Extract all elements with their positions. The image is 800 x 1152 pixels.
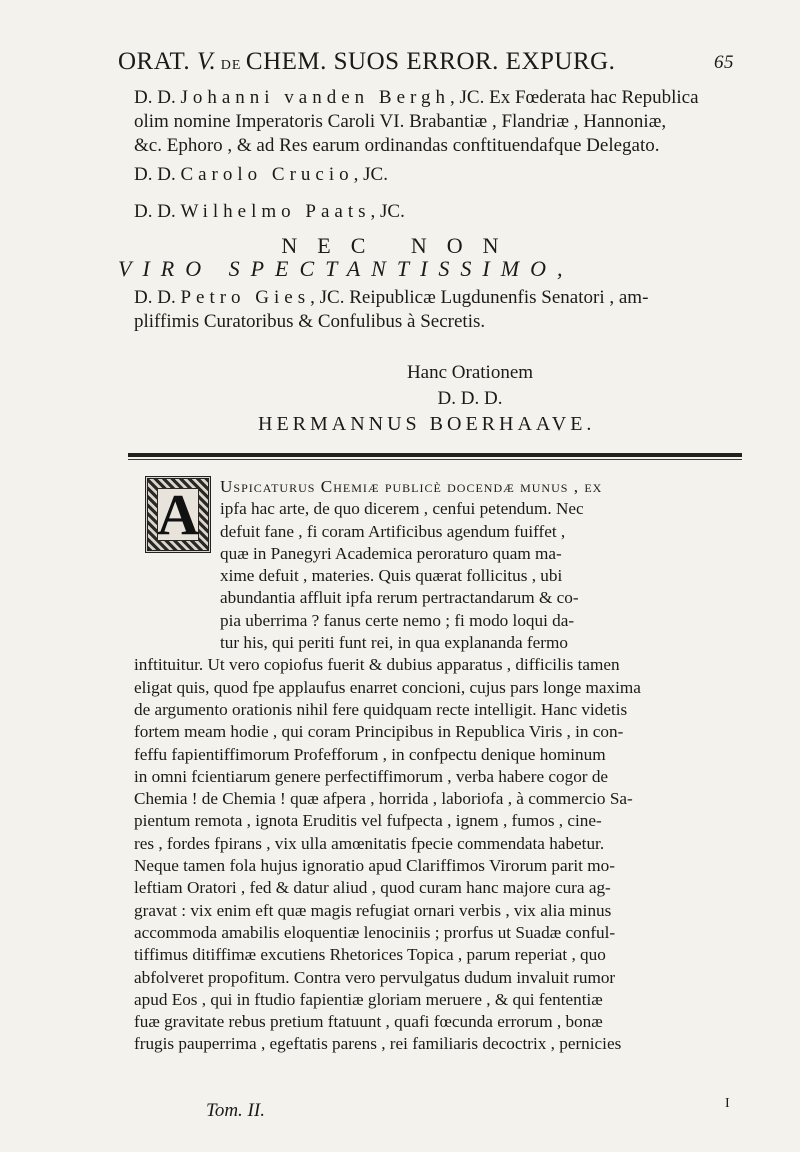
text-line: accommoda amabilis eloquentiæ lenociniis ; prorfus ut Suadæ conful- bbox=[134, 922, 616, 942]
gies-title: , JC. Reipublicæ Lugdunenfis Senatori , am- bbox=[310, 287, 649, 308]
running-head bbox=[118, 48, 734, 82]
signature-mark: I bbox=[725, 1096, 730, 1111]
text-line: xime defuit , materies. Quis quærat follicitus , ubi bbox=[220, 566, 563, 586]
text-line: eligat quis, quod fpe applaufus enarret concioni, cujus pars longe maxima bbox=[134, 677, 641, 697]
crucio-title: , JC. bbox=[353, 164, 388, 185]
page-number: 65 bbox=[714, 52, 734, 73]
text-line: gravat : vix enim eft quæ magis refugiat ornari verbis , vix alia minus bbox=[134, 900, 612, 920]
dd-prefix: D. D. bbox=[134, 287, 181, 308]
running-head-orat: ORAT. bbox=[118, 48, 197, 75]
text-line: de argumento orationis nihil fere quidquam recte intelligit. Hanc videtis bbox=[134, 699, 628, 719]
text-line: frugis pauperrima , egeftatis parens , rei familiaris decoctrix , pernicies bbox=[134, 1034, 622, 1054]
text-line: pientum remota , ignota Eruditis vel fufpecta , ignem , fumos , cine- bbox=[134, 811, 602, 831]
dedication-crucio bbox=[134, 163, 734, 187]
running-head-v: V. bbox=[196, 48, 217, 75]
text-line: leftiam Oratori , fed & datur aliud , quod curam hanc majore cura ag- bbox=[134, 878, 611, 898]
text-line: Chemia ! de Chemia ! quæ afpera , horrida , laboriofa , à commercio Sa- bbox=[134, 789, 633, 809]
text-line bbox=[220, 476, 742, 498]
running-head-de: DE bbox=[216, 58, 246, 73]
name-crucio: Carolo Crucio bbox=[180, 164, 354, 185]
hanc-line-2: D. D. D. bbox=[437, 388, 503, 409]
text-line: apud Eos , qui in ftudio fapientiæ gloriam meruere , & qui fententiæ bbox=[134, 989, 603, 1009]
bergh-title: , JC. Ex Fœderata hac Republica bbox=[450, 87, 699, 108]
ornamental-rule-thin bbox=[128, 459, 742, 460]
paats-title: , JC. bbox=[370, 201, 405, 222]
text-line: res , fordes fpirans , vix ulla amœnitatis fpecie commendata habetur. bbox=[134, 833, 605, 853]
dd-prefix: D. D. bbox=[134, 87, 181, 108]
text-line: inftituitur. Ut vero copiofus fuerit & dubius apparatus , difficilis tamen bbox=[134, 655, 620, 675]
dd-prefix: D. D. bbox=[134, 164, 181, 185]
dd-prefix: D. D. bbox=[134, 201, 181, 222]
decorated-initial bbox=[145, 476, 211, 553]
text-line: abfolveret propofitum. Contra vero pervulgatus dudum invaluit rumor bbox=[134, 967, 616, 987]
text-line: tiffimus ditiffimæ excutiens Rhetorices Topica , parum reperiat , quo bbox=[134, 945, 606, 965]
text-line: pia uberrima ? fanus certe nemo ; fi modo loqui da- bbox=[220, 610, 575, 630]
running-head-rest: CHEM. SUOS ERROR. EXPURG. bbox=[245, 48, 616, 75]
viro-spectantissimo: VIRO SPECTANTISSIMO, bbox=[118, 256, 574, 281]
text-line: fortem meam hodie , qui coram Principibus in Republica Viris , in con- bbox=[134, 722, 624, 742]
text-line: feffu fapientiffimorum Profefforum , in confpectu denique hominum bbox=[134, 744, 606, 764]
text-line: abundantia affluit ipfa rerum pertractandarum & co- bbox=[220, 588, 579, 608]
dedication-paats bbox=[134, 200, 734, 224]
hanc-orationem bbox=[390, 360, 550, 412]
text-line: Neque tamen fola hujus ignoratio apud Clariffimos Virorum parit mo- bbox=[134, 856, 615, 876]
text-line: ipfa hac arte, de quo dicerem , cenfui petendum. Nec bbox=[220, 499, 584, 519]
volume-signature: Tom. II. bbox=[206, 1100, 265, 1121]
dedication-gies bbox=[134, 286, 734, 334]
bergh-line-2: olim nomine Imperatoris Caroli VI. Brabantiæ , Flandriæ , Hannoniæ, bbox=[134, 111, 667, 132]
oration-body bbox=[134, 476, 742, 1056]
name-bergh: Johanni vanden Bergh bbox=[180, 87, 451, 108]
text-line: tur his, qui periti funt rei, in qua explananda fermo bbox=[220, 633, 568, 653]
name-paats: Wilhelmo Paats bbox=[180, 201, 371, 222]
ornamental-rule bbox=[128, 453, 742, 457]
nec-non: NEC NON bbox=[281, 233, 519, 258]
line-text: Uspicaturus Chemiæ publicè docendæ munus , ex bbox=[220, 477, 603, 496]
text-line: defuit fane , fi coram Artificibus agendum fuiffet , bbox=[220, 521, 566, 541]
hanc-line-1: Hanc Orationem bbox=[406, 362, 534, 383]
text-line: in omni fcientiarum genere perfectiffimorum , verba habere cogor de bbox=[134, 766, 609, 786]
author-name: HERMANNUS BOERHAAVE. bbox=[258, 413, 596, 435]
running-head-title bbox=[118, 48, 615, 76]
dedication-bergh bbox=[134, 86, 734, 158]
name-gies: Petro Gies bbox=[180, 287, 311, 308]
initial-panel bbox=[157, 481, 199, 547]
initial-letter: A bbox=[157, 481, 199, 547]
text-line: quæ in Panegyri Academica peroraturo quam ma- bbox=[220, 543, 562, 563]
gies-line-2: pliffimis Curatoribus & Confulibus à Secretis. bbox=[134, 311, 486, 332]
text-line: fuæ gravitate rebus pretium ftatuunt , quafi fœcunda errorum , bonæ bbox=[134, 1012, 603, 1032]
bergh-line-3: &c. Ephoro , & ad Res earum ordinandas conftituendafque Delegato. bbox=[134, 135, 660, 156]
